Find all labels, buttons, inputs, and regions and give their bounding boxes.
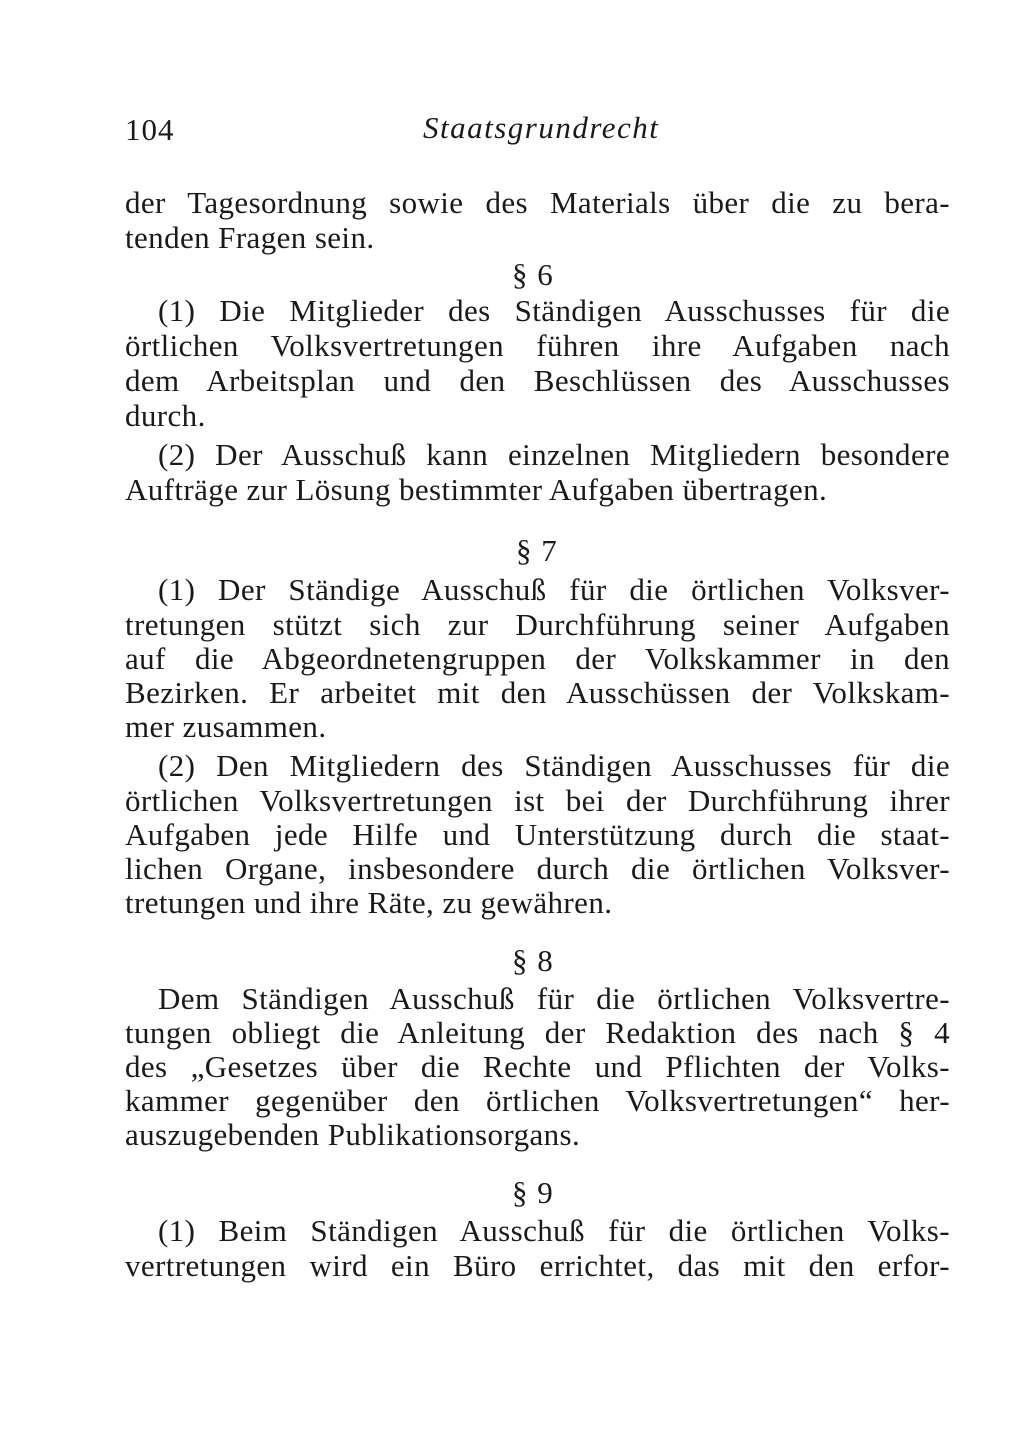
- text-line: des „Gesetzes über die Rechte und Pflichten der Volks-: [125, 1049, 950, 1084]
- text-line: kammer gegenüber den örtlichen Volksvertretungen“ her-: [125, 1083, 950, 1118]
- section-heading-8: § 8: [512, 943, 554, 978]
- text-line: örtlichen Volksvertretungen ist bei der Durchführung ihrer: [125, 783, 950, 818]
- text-line: auf die Abgeordnetengruppen der Volkskammer in den: [125, 641, 950, 676]
- section-heading-7: § 7: [516, 533, 558, 568]
- text-line: tretungen und ihre Räte, zu gewähren.: [125, 885, 613, 920]
- text-line: (2) Den Mitgliedern des Ständigen Ausschusses für die: [158, 748, 950, 783]
- running-title: Staatsgrundrecht: [423, 110, 660, 145]
- text-line: Aufträge zur Lösung bestimmter Aufgaben übertragen.: [125, 472, 828, 507]
- text-line: der Tagesordnung sowie des Materials über die zu bera-: [125, 185, 950, 220]
- text-line: dem Arbeitsplan und den Beschlüssen des Ausschusses: [125, 363, 950, 398]
- page-number: 104: [125, 112, 175, 147]
- text-line: (1) Die Mitglieder des Ständigen Ausschusses für die: [158, 293, 950, 328]
- text-line: vertretungen wird ein Büro errichtet, das mit den erfor-: [125, 1248, 950, 1283]
- text-line: (1) Der Ständige Ausschuß für die örtlichen Volksver-: [158, 572, 950, 607]
- text-line: örtlichen Volksvertretungen führen ihre Aufgaben nach: [125, 328, 950, 363]
- section-heading-6: § 6: [512, 257, 554, 292]
- section-heading-9: § 9: [512, 1175, 554, 1210]
- text-line: tungen obliegt die Anleitung der Redaktion des nach § 4: [125, 1015, 950, 1050]
- text-line: Dem Ständigen Ausschuß für die örtlichen Volksvertre-: [158, 981, 950, 1016]
- text-line: tretungen stützt sich zur Durchführung seiner Aufgaben: [125, 607, 950, 642]
- text-line: (1) Beim Ständigen Ausschuß für die örtlichen Volks-: [158, 1213, 950, 1248]
- text-line: Bezirken. Er arbeitet mit den Ausschüssen der Volkskam-: [125, 675, 950, 710]
- text-line: lichen Organe, insbesondere durch die örtlichen Volksver-: [125, 851, 950, 886]
- text-line: mer zusammen.: [125, 709, 327, 744]
- text-line: Aufgaben jede Hilfe und Unterstützung durch die staat-: [125, 817, 950, 852]
- text-line: tenden Fragen sein.: [125, 220, 375, 255]
- text-line: durch.: [125, 398, 206, 433]
- text-line: (2) Der Ausschuß kann einzelnen Mitgliedern besondere: [158, 437, 950, 472]
- text-line: auszugebenden Publikationsorgans.: [125, 1117, 581, 1152]
